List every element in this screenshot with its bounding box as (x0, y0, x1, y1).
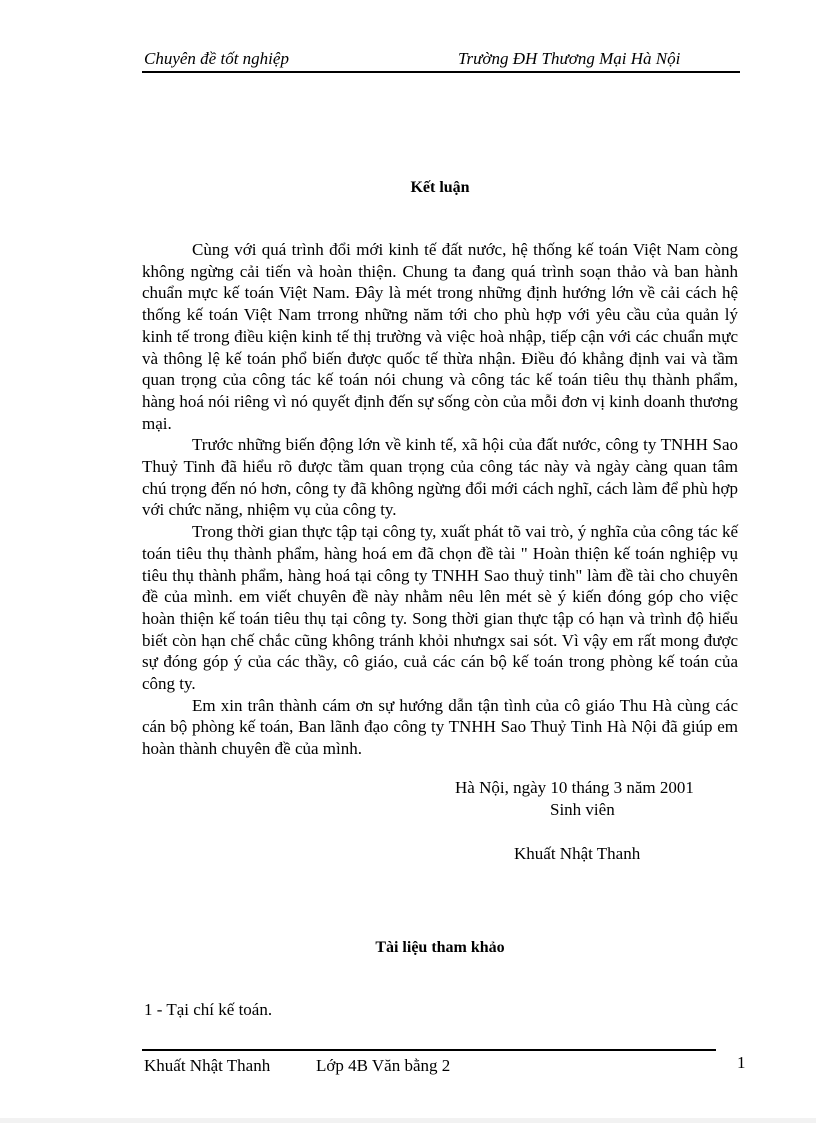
page-bottom-edge (0, 1118, 816, 1123)
paragraph: Em xin trân thành cám ơn sự hướng dẫn tận tình của cô giáo Thu Hà cùng các cán bộ phòng kế toán, Ban lãnh đạo công ty TNHH Sao Thuỷ Tinh Hà Nội đã giúp em hoàn thành chuyên đề của mình. (142, 695, 738, 759)
footer-class: Lớp 4B Văn bằng 2 (316, 1056, 451, 1075)
signature-name: Khuất Nhật Thanh (514, 844, 641, 863)
header-divider (142, 71, 740, 73)
page-number: 1 (737, 1053, 746, 1072)
conclusion-title: Kết luận (410, 179, 470, 196)
references-title: Tài liệu tham khảo (375, 939, 505, 956)
signature-date: Hà Nội, ngày 10 tháng 3 năm 2001 (455, 778, 694, 797)
paragraph: Cùng với quá trình đổi mới kinh tế đất nước, hệ thống kế toán Việt Nam còng không ngừng cải tiến và hoàn thiện. Chung ta đang quá trình soạn thảo và ban hành chuẩn mực kế toán Việt Nam. Đây là mét trong những định hướng lớn về cải cách hệ thống kế toán Việt Nam trrong những năm tới cho phù hợp với yêu cầu của quản lý kinh tế trong điều kiện kinh tế thị trường và việc hoà nhập, tiếp cận với các chuẩn mực và thông lệ kế toán phổ biến được quốc tế thừa nhận. Điều đó khẳng định vai và tầm quan trọng của công tác kế toán nói chung và công tác kế toán tiêu thụ thành phẩm, hàng hoá nói riêng vì nó quyết định đến sự sống còn của mỗi đơn vị kinh doanh thương mại. (142, 240, 738, 433)
signature-role: Sinh viên (550, 800, 615, 819)
paragraph: Trước những biến động lớn về kinh tế, xã hội của đất nước, công ty TNHH Sao Thuỷ Tinh đã hiểu rõ được tầm quan trọng của công tác này và ngày càng quan tâm chú trọng đến nó hơn, công ty đã không ngừng đổi mới cách nghĩ, cách làm để phù hợp với chức năng, nhiệm vụ của công ty. (142, 435, 738, 520)
reference-item: 1 - Tại chí kế toán. (144, 1000, 273, 1019)
header-university-label: Trường ĐH Thương Mại Hà Nội (458, 49, 681, 68)
footer-divider (142, 1049, 716, 1051)
conclusion-body (142, 239, 738, 760)
footer-author: Khuất Nhật Thanh (144, 1056, 271, 1075)
paragraph: Trong thời gian thực tập tại công ty, xuất phát tõ vai trò, ý nghĩa của công tác kế toán tiêu thụ thành phẩm, hàng hoá em đã chọn đề tài " Hoàn thiện kế toán nghiệp vụ tiêu thụ thành phẩm, hàng hoá tại công ty TNHH Sao thuỷ tinh" làm đề tài cho chuyên đề của mình. em viết chuyên đề này nhằm nêu lên mét sè ý kiến đóng góp cho việc hoàn thiện kế toán tiêu thụ tại công ty. Song thời gian thực tập có hạn và trình độ hiểu biết còn hạn chế chắc cũng không tránh khỏi nhưngx sai sót. Vì vậy em rất mong được sự đóng góp ý của các thầy, cô giáo, cuả các cán bộ kế toán trong phòng kế toán của công ty. (142, 522, 738, 694)
header-thesis-label: Chuyên đề tốt nghiệp (144, 49, 289, 68)
